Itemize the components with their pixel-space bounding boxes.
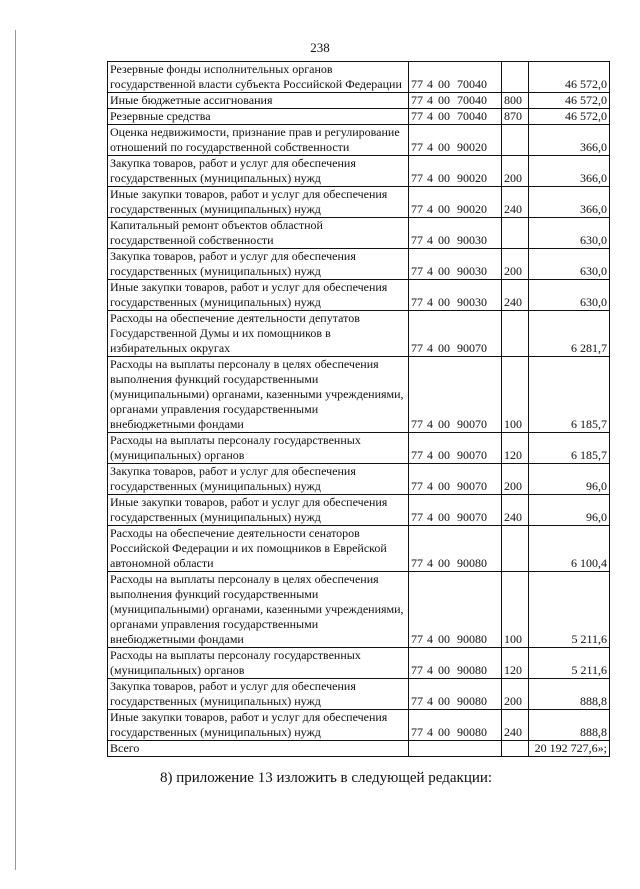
row-code (409, 311, 502, 357)
code-part: 00 (438, 171, 450, 185)
scan-margin-line (15, 30, 16, 870)
code-part: 77 (411, 109, 423, 123)
code-part: 90080 (457, 725, 487, 739)
row-name: Иные закупки товаров, работ и услуг для обеспечения государственных (муниципальных) нужд (108, 710, 409, 741)
code-part: 00 (438, 233, 450, 247)
instruction-text: 8) приложение 13 изложить в следующей редакции: (160, 770, 493, 786)
code-part: 90070 (457, 479, 487, 493)
table-row (108, 62, 610, 93)
code-part: 00 (438, 109, 450, 123)
row-expense-type: 870 (502, 109, 529, 125)
table-row (108, 648, 610, 679)
row-name: Иные закупки товаров, работ и услуг для обеспечения государственных (муниципальных) нужд (108, 280, 409, 311)
table-row (108, 156, 610, 187)
code-part: 00 (438, 93, 450, 107)
code-part: 4 (427, 93, 433, 107)
row-expense-type: 240 (502, 280, 529, 311)
row-sum: 366,0 (529, 125, 610, 156)
row-expense-type: 200 (502, 464, 529, 495)
code-part: 00 (438, 479, 450, 493)
code-part: 4 (427, 109, 433, 123)
row-code (409, 249, 502, 280)
row-sum: 366,0 (529, 187, 610, 218)
budget-table-body (108, 62, 610, 757)
row-name: Расходы на выплаты персоналу государственных (муниципальных) органов (108, 433, 409, 464)
row-sum: 888,8 (529, 710, 610, 741)
code-part: 77 (411, 417, 423, 431)
row-sum: 5 211,6 (529, 572, 610, 648)
code-part: 00 (438, 295, 450, 309)
row-sum: 6 185,7 (529, 357, 610, 433)
code-part: 77 (411, 448, 423, 462)
total-label: Всего (108, 741, 409, 757)
code-part: 90020 (457, 202, 487, 216)
row-expense-type: 100 (502, 572, 529, 648)
row-expense-type: 200 (502, 249, 529, 280)
code-part: 4 (427, 295, 433, 309)
row-code (409, 109, 502, 125)
row-expense-type: 200 (502, 679, 529, 710)
row-sum: 366,0 (529, 156, 610, 187)
row-code (409, 710, 502, 741)
code-part: 70040 (457, 77, 487, 91)
code-part: 4 (427, 725, 433, 739)
table-row (108, 280, 610, 311)
code-part: 00 (438, 77, 450, 91)
row-code (409, 648, 502, 679)
row-name: Иные закупки товаров, работ и услуг для обеспечения государственных (муниципальных) нужд (108, 495, 409, 526)
row-sum: 96,0 (529, 464, 610, 495)
code-part: 77 (411, 295, 423, 309)
code-part: 77 (411, 479, 423, 493)
row-name: Закупка товаров, работ и услуг для обеспечения государственных (муниципальных) нужд (108, 156, 409, 187)
code-part: 00 (438, 448, 450, 462)
code-part: 70040 (457, 109, 487, 123)
row-expense-type: 200 (502, 156, 529, 187)
code-part: 90030 (457, 264, 487, 278)
code-part: 4 (427, 448, 433, 462)
table-row (108, 433, 610, 464)
row-code (409, 357, 502, 433)
row-expense-type: 100 (502, 357, 529, 433)
table-row (108, 249, 610, 280)
code-part: 90020 (457, 140, 487, 154)
table-row (108, 710, 610, 741)
code-part: 00 (438, 140, 450, 154)
row-expense-type (502, 218, 529, 249)
code-part: 00 (438, 510, 450, 524)
code-part: 77 (411, 663, 423, 677)
row-code (409, 187, 502, 218)
code-part: 90080 (457, 663, 487, 677)
table-row (108, 357, 610, 433)
code-part: 00 (438, 632, 450, 646)
row-name: Расходы на выплаты персоналу в целях обеспечения выполнения функций государственными (муниципальными) органами, казенными учреждениями, органами управления государственными внебюджетными фондами (108, 572, 409, 648)
row-name: Расходы на выплаты персоналу в целях обеспечения выполнения функций государственными (муниципальными) органами, казенными учреждениями, органами управления государственными внебюджетными фондами (108, 357, 409, 433)
row-code (409, 572, 502, 648)
code-part: 77 (411, 632, 423, 646)
row-code (409, 495, 502, 526)
code-part: 77 (411, 171, 423, 185)
code-part: 00 (438, 556, 450, 570)
code-part: 00 (438, 202, 450, 216)
row-sum: 6 281,7 (529, 311, 610, 357)
row-name: Закупка товаров, работ и услуг для обеспечения государственных (муниципальных) нужд (108, 464, 409, 495)
row-name: Расходы на обеспечение деятельности сенаторов Российской Федерации и их помощников в Еврейской автономной области (108, 526, 409, 572)
code-part: 4 (427, 510, 433, 524)
row-expense-type: 120 (502, 433, 529, 464)
row-code (409, 679, 502, 710)
code-part: 90070 (457, 341, 487, 355)
code-part: 77 (411, 510, 423, 524)
total-expense-type (502, 741, 529, 757)
row-sum: 46 572,0 (529, 62, 610, 93)
code-part: 90070 (457, 448, 487, 462)
code-part: 70040 (457, 93, 487, 107)
row-name: Резервные фонды исполнительных органов государственной власти субъекта Российской Федерации (108, 62, 409, 93)
code-part: 00 (438, 341, 450, 355)
code-part: 00 (438, 663, 450, 677)
table-row (108, 526, 610, 572)
code-part: 4 (427, 171, 433, 185)
row-sum: 888,8 (529, 679, 610, 710)
code-part: 77 (411, 202, 423, 216)
row-sum: 96,0 (529, 495, 610, 526)
code-part: 90080 (457, 694, 487, 708)
row-expense-type (502, 311, 529, 357)
code-part: 4 (427, 417, 433, 431)
code-part: 4 (427, 556, 433, 570)
total-sum: 20 192 727,6»; (529, 741, 610, 757)
code-part: 00 (438, 725, 450, 739)
code-part: 77 (411, 140, 423, 154)
row-code (409, 125, 502, 156)
code-part: 77 (411, 264, 423, 278)
code-part: 90030 (457, 233, 487, 247)
table-row (108, 109, 610, 125)
table-row (108, 218, 610, 249)
code-part: 90080 (457, 632, 487, 646)
code-part: 77 (411, 93, 423, 107)
total-code (409, 741, 502, 757)
code-part: 77 (411, 77, 423, 91)
row-expense-type: 240 (502, 710, 529, 741)
row-code (409, 93, 502, 109)
budget-table (107, 61, 610, 757)
code-part: 4 (427, 663, 433, 677)
row-sum: 46 572,0 (529, 93, 610, 109)
row-expense-type: 800 (502, 93, 529, 109)
row-code (409, 280, 502, 311)
code-part: 4 (427, 140, 433, 154)
row-name: Закупка товаров, работ и услуг для обеспечения государственных (муниципальных) нужд (108, 249, 409, 280)
row-sum: 46 572,0 (529, 109, 610, 125)
row-sum: 5 211,6 (529, 648, 610, 679)
row-name: Расходы на выплаты персоналу государственных (муниципальных) органов (108, 648, 409, 679)
row-code (409, 218, 502, 249)
code-part: 4 (427, 341, 433, 355)
row-name: Оценка недвижимости, признание прав и регулирование отношений по государственной собственности (108, 125, 409, 156)
row-sum: 6 100,4 (529, 526, 610, 572)
code-part: 77 (411, 341, 423, 355)
table-row (108, 311, 610, 357)
row-expense-type: 240 (502, 495, 529, 526)
row-sum: 630,0 (529, 218, 610, 249)
row-name: Капитальный ремонт объектов областной государственной собственности (108, 218, 409, 249)
table-row (108, 187, 610, 218)
code-part: 90030 (457, 295, 487, 309)
table-row (108, 495, 610, 526)
row-sum: 630,0 (529, 249, 610, 280)
row-code (409, 156, 502, 187)
row-expense-type: 240 (502, 187, 529, 218)
row-expense-type (502, 526, 529, 572)
code-part: 4 (427, 479, 433, 493)
code-part: 4 (427, 233, 433, 247)
row-code (409, 526, 502, 572)
row-expense-type: 120 (502, 648, 529, 679)
code-part: 00 (438, 417, 450, 431)
code-part: 4 (427, 264, 433, 278)
code-part: 4 (427, 632, 433, 646)
code-part: 77 (411, 556, 423, 570)
code-part: 77 (411, 694, 423, 708)
code-part: 00 (438, 264, 450, 278)
code-part: 90070 (457, 417, 487, 431)
row-name: Иные закупки товаров, работ и услуг для обеспечения государственных (муниципальных) нужд (108, 187, 409, 218)
row-sum: 6 185,7 (529, 433, 610, 464)
code-part: 4 (427, 694, 433, 708)
table-row (108, 93, 610, 109)
code-part: 77 (411, 725, 423, 739)
code-part: 4 (427, 77, 433, 91)
row-name: Закупка товаров, работ и услуг для обеспечения государственных (муниципальных) нужд (108, 679, 409, 710)
table-row (108, 464, 610, 495)
table-row (108, 125, 610, 156)
table-row (108, 679, 610, 710)
table-row (108, 572, 610, 648)
row-expense-type (502, 125, 529, 156)
row-name: Иные бюджетные ассигнования (108, 93, 409, 109)
page-number: 238 (310, 40, 330, 55)
total-row (108, 741, 610, 757)
code-part: 90080 (457, 556, 487, 570)
row-code (409, 464, 502, 495)
code-part: 77 (411, 233, 423, 247)
row-code (409, 62, 502, 93)
row-sum: 630,0 (529, 280, 610, 311)
row-name: Резервные средства (108, 109, 409, 125)
code-part: 90070 (457, 510, 487, 524)
row-name: Расходы на обеспечение деятельности депутатов Государственной Думы и их помощников в избирательных округах (108, 311, 409, 357)
row-code (409, 433, 502, 464)
code-part: 00 (438, 694, 450, 708)
code-part: 90020 (457, 171, 487, 185)
row-expense-type (502, 62, 529, 93)
code-part: 4 (427, 202, 433, 216)
